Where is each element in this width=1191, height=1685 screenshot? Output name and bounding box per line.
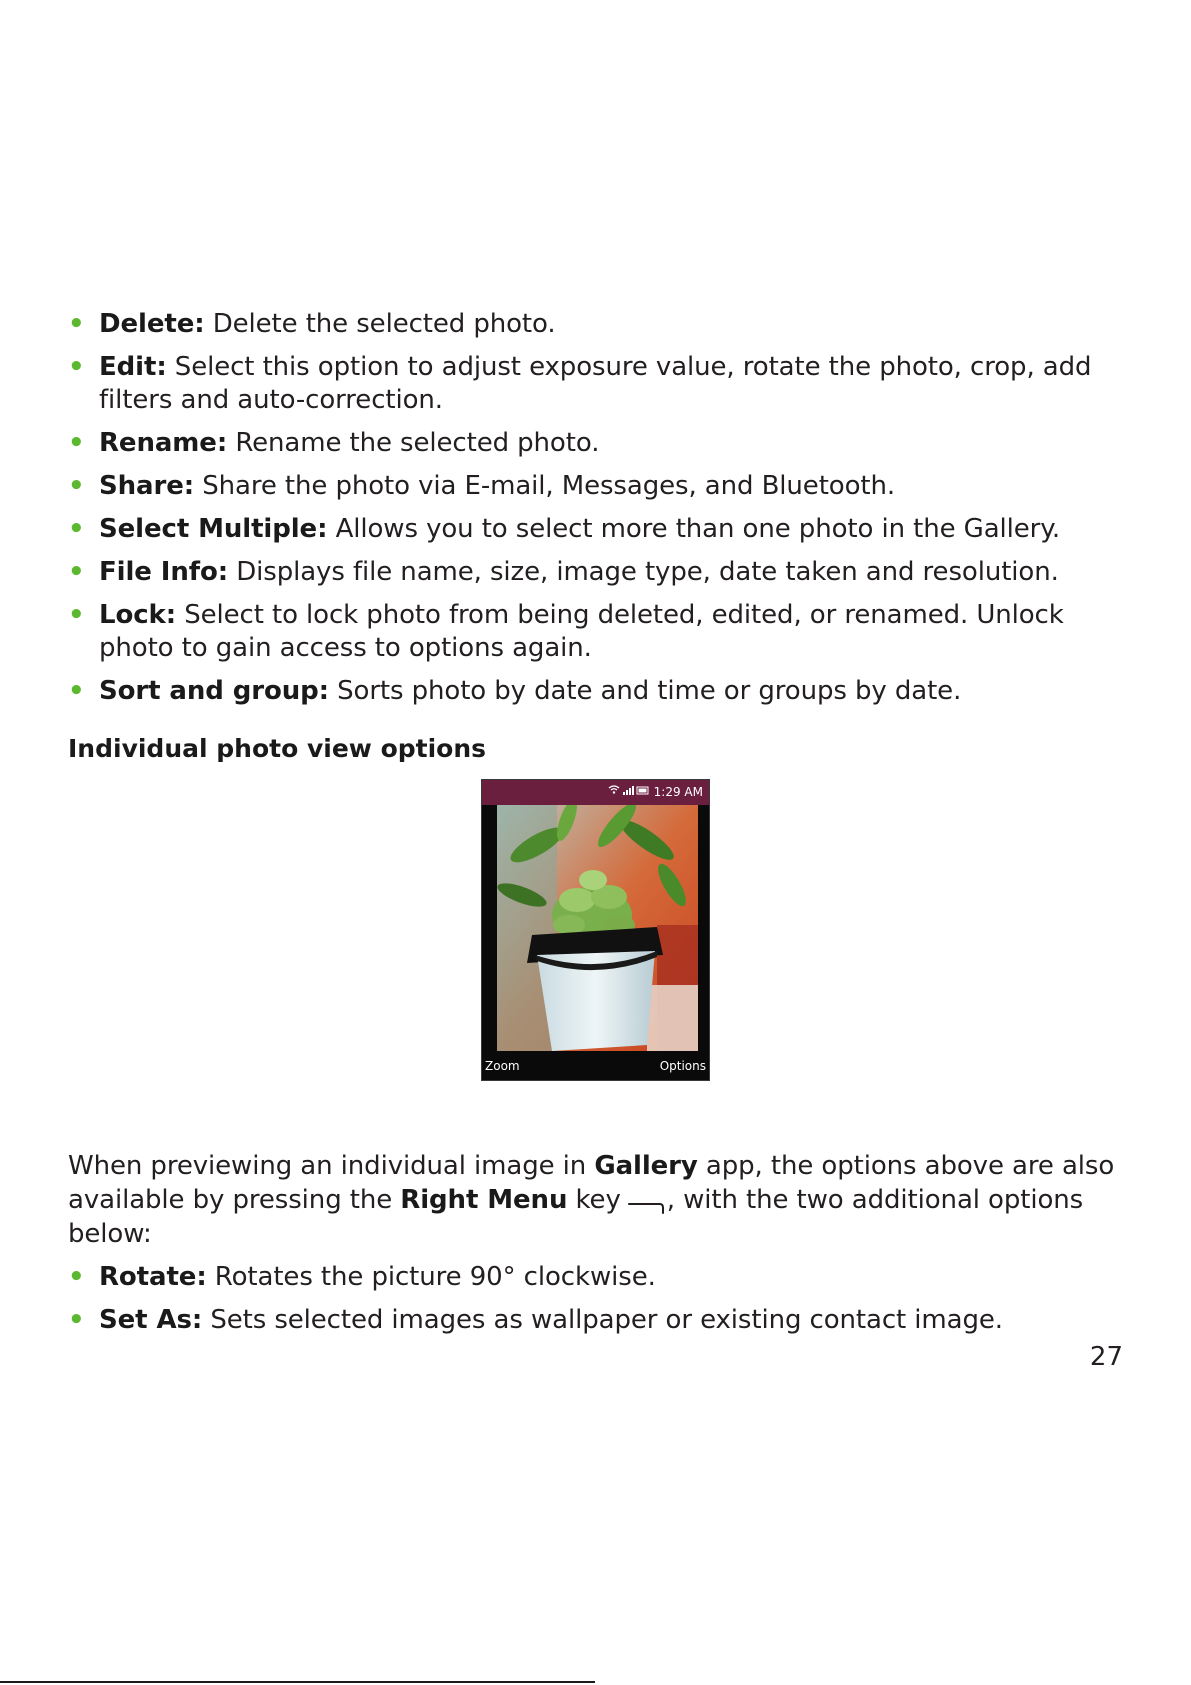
list-item-set-as (68, 1304, 1133, 1337)
gallery-options-list (68, 308, 1133, 718)
bullet-icon: • (68, 676, 85, 706)
list-item-term: Share: (99, 471, 195, 501)
list-item-rotate (68, 1261, 1133, 1294)
list-item-desc: Sets selected images as wallpaper or existing contact image. (210, 1305, 1003, 1335)
list-item-select-multiple (68, 513, 1133, 546)
zoom-softkey: Zoom (485, 1059, 520, 1073)
list-item-desc: Delete the selected photo. (212, 309, 556, 339)
section-heading: Individual photo view options (68, 734, 487, 763)
list-item-term: Delete: (99, 309, 205, 339)
bullet-icon: • (68, 352, 85, 382)
bullet-icon: • (68, 1262, 85, 1292)
additional-options-list (68, 1261, 1133, 1347)
list-item-edit (68, 351, 1133, 417)
gallery-app-term: Gallery (594, 1151, 698, 1181)
list-item-desc: Rename the selected photo. (235, 428, 600, 458)
footer-divider (0, 1681, 595, 1683)
softkey-bar (482, 1052, 709, 1080)
list-item-term: Rename: (99, 428, 228, 458)
list-item-term: Edit: (99, 352, 167, 382)
options-softkey: Options (659, 1059, 706, 1073)
paragraph-text: app, the options above are also available by pressing the (68, 1151, 1115, 1215)
plant-photo (497, 805, 698, 1051)
bullet-icon: • (68, 557, 85, 587)
list-item-share (68, 470, 1133, 503)
list-item-desc: Displays file name, size, image type, date taken and resolution. (236, 557, 1059, 587)
bullet-icon: • (68, 428, 85, 458)
list-item-desc: Allows you to select more than one photo in the Gallery. (335, 514, 1061, 544)
list-item-term: Lock: (99, 600, 177, 630)
list-item-desc: Sorts photo by date and time or groups by date. (337, 676, 962, 706)
list-item-lock (68, 599, 1133, 665)
right-menu-term: Right Menu (400, 1185, 568, 1215)
status-icons (608, 780, 650, 805)
status-bar (482, 780, 709, 805)
list-item-desc: Rotates the picture 90° clockwise. (214, 1262, 656, 1292)
list-item-delete (68, 308, 1133, 341)
list-item-desc: Select this option to adjust exposure value, rotate the photo, crop, add filters and auto-correction. (99, 352, 1092, 415)
bullet-icon: • (68, 471, 85, 501)
list-item-term: Set As: (99, 1305, 203, 1335)
bullet-icon: • (68, 1305, 85, 1335)
list-item-desc: Share the photo via E-mail, Messages, and Bluetooth. (202, 471, 896, 501)
bullet-icon: • (68, 600, 85, 630)
signal-wifi-battery-icon (608, 784, 650, 796)
list-item-sort-and-group (68, 675, 1133, 708)
list-item-desc: Select to lock photo from being deleted, edited, or renamed. Unlock photo to gain access to options again. (99, 600, 1064, 663)
right-menu-key-icon (627, 1190, 665, 1204)
paragraph-text: , with the two additional options below: (68, 1185, 1084, 1249)
list-item-term: File Info: (99, 557, 229, 587)
list-item-term: Select Multiple: (99, 514, 328, 544)
paragraph-text: When previewing an individual image in (68, 1151, 595, 1181)
page-number: 27 (1089, 1342, 1123, 1372)
list-item-term: Rotate: (99, 1262, 207, 1292)
list-item-rename (68, 427, 1133, 460)
phone-screenshot (481, 779, 710, 1081)
list-item-term: Sort and group: (99, 676, 329, 706)
gallery-description-paragraph (68, 1149, 1133, 1251)
paragraph-text: key (567, 1185, 621, 1215)
list-item-file-info (68, 556, 1133, 589)
bullet-icon: • (68, 514, 85, 544)
status-time: 1:29 AM (653, 785, 703, 799)
plant-image (497, 805, 698, 1051)
bullet-icon: • (68, 309, 85, 339)
